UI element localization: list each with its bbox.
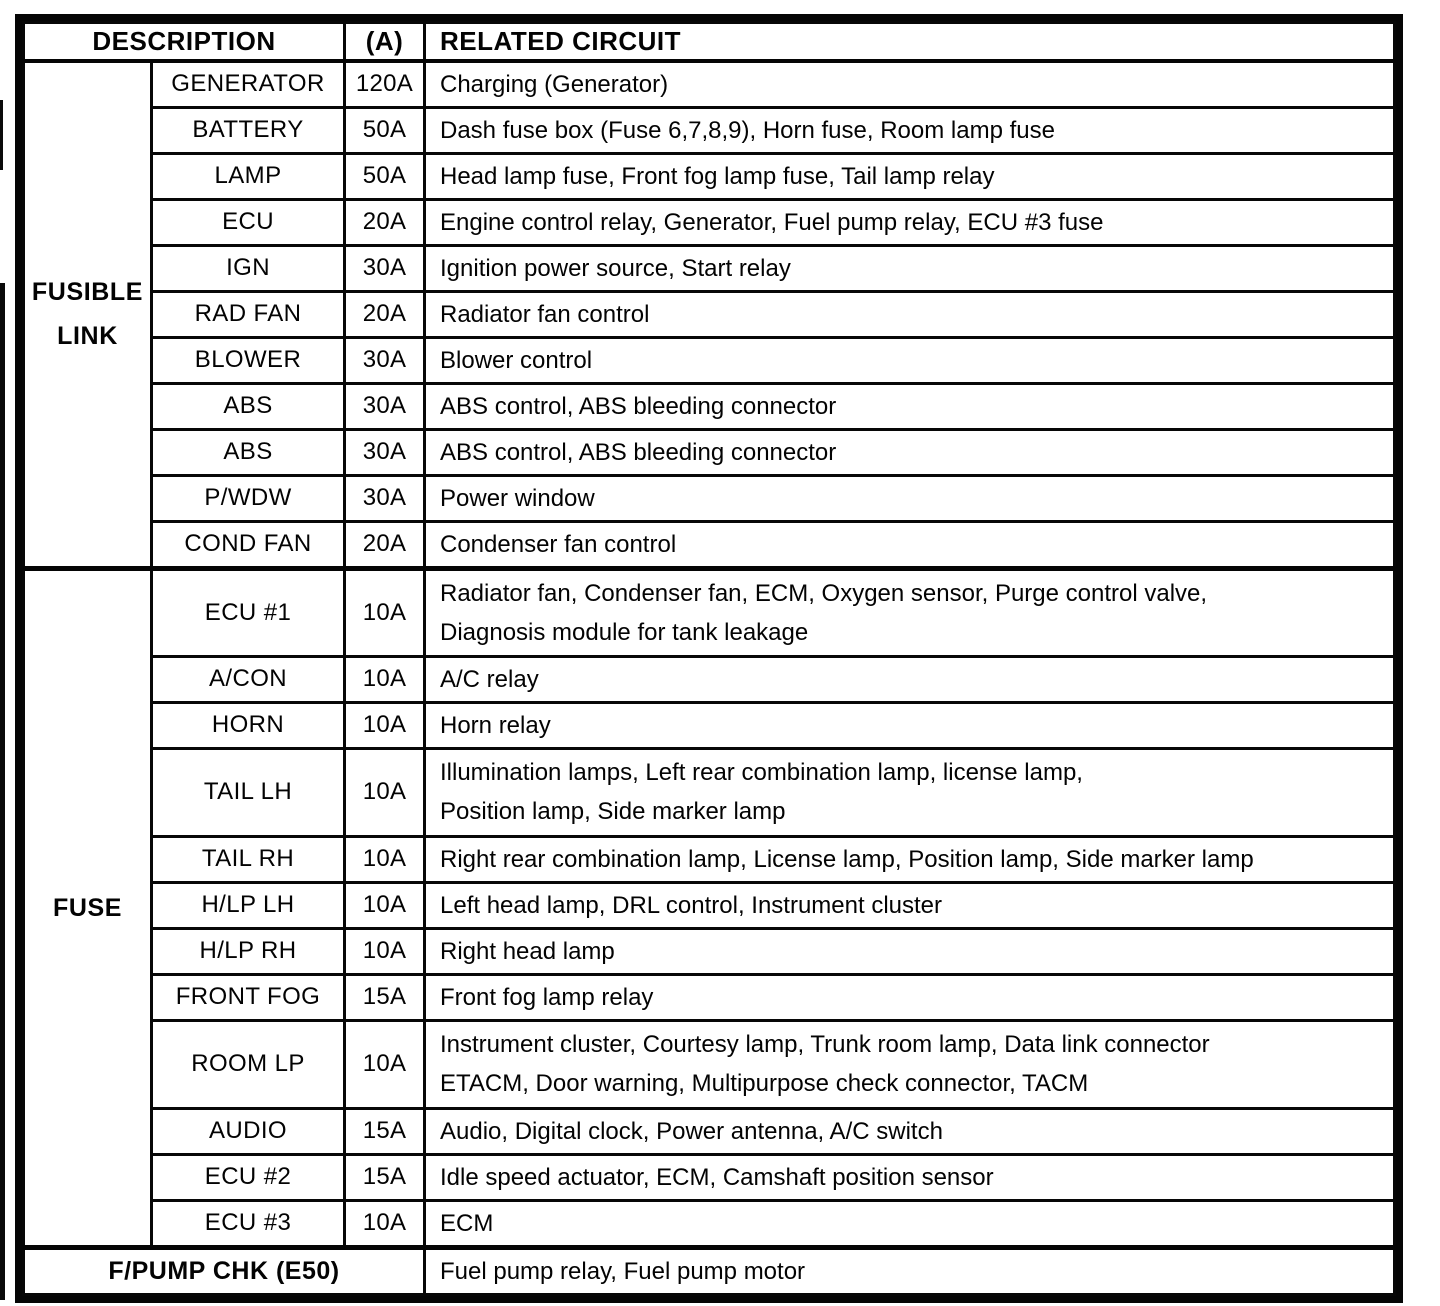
related-circuit-cell bbox=[425, 836, 1395, 882]
amperage-cell: 15A bbox=[345, 1108, 425, 1154]
amperage-cell: 50A bbox=[345, 107, 425, 153]
table-row bbox=[24, 1020, 1395, 1108]
amperage-cell: 10A bbox=[345, 882, 425, 928]
fuse-name-cell: HORN bbox=[152, 702, 345, 748]
amperage-cell: 50A bbox=[345, 153, 425, 199]
table-row bbox=[24, 383, 1395, 429]
table-row bbox=[24, 974, 1395, 1020]
amperage-cell: 10A bbox=[345, 748, 425, 836]
scan-artifact-line bbox=[0, 283, 5, 1300]
table-row bbox=[24, 521, 1395, 568]
table-row bbox=[24, 702, 1395, 748]
column-header-amperage: (A) bbox=[345, 23, 425, 61]
amperage-cell: 10A bbox=[345, 568, 425, 656]
fuse-name-cell: COND FAN bbox=[152, 521, 345, 568]
table-row bbox=[24, 199, 1395, 245]
amperage-cell: 10A bbox=[345, 1020, 425, 1108]
table-row bbox=[24, 337, 1395, 383]
amperage-cell: 20A bbox=[345, 521, 425, 568]
fuse-name-cell: AUDIO bbox=[152, 1108, 345, 1154]
table-row bbox=[24, 61, 1395, 108]
related-circuit-cell bbox=[425, 337, 1395, 383]
circuit-line: Radiator fan, Condenser fan, ECM, Oxygen sensor, Purge control valve, bbox=[440, 579, 1208, 607]
circuit-line: Diagnosis module for tank leakage bbox=[440, 618, 809, 646]
fuse-specification-table-frame bbox=[15, 14, 1403, 1303]
circuit-line: ABS control, ABS bleeding connector bbox=[440, 392, 837, 420]
related-circuit-cell bbox=[425, 656, 1395, 702]
related-circuit-cell bbox=[425, 199, 1395, 245]
section-label-line: FUSIBLE bbox=[31, 278, 144, 306]
circuit-line: ECM bbox=[440, 1209, 494, 1237]
related-circuit-cell bbox=[425, 475, 1395, 521]
circuit-line: Condenser fan control bbox=[440, 530, 677, 558]
amperage-cell: 10A bbox=[345, 702, 425, 748]
fuse-name-cell: IGN bbox=[152, 245, 345, 291]
circuit-line: Dash fuse box (Fuse 6,7,8,9), Horn fuse, Room lamp fuse bbox=[440, 116, 1055, 144]
related-circuit-cell bbox=[425, 1200, 1395, 1247]
table-row bbox=[24, 153, 1395, 199]
table-row bbox=[24, 1154, 1395, 1200]
circuit-line: Right rear combination lamp, License lamp, Position lamp, Side marker lamp bbox=[440, 845, 1254, 873]
table-row bbox=[24, 836, 1395, 882]
circuit-line: Front fog lamp relay bbox=[440, 983, 654, 1011]
fuse-name-cell: H/LP RH bbox=[152, 928, 345, 974]
fuse-name-cell: ECU bbox=[152, 199, 345, 245]
amperage-cell: 30A bbox=[345, 383, 425, 429]
fuse-name-cell: ECU #2 bbox=[152, 1154, 345, 1200]
related-circuit-cell bbox=[425, 107, 1395, 153]
related-circuit-cell bbox=[425, 928, 1395, 974]
fuse-name-cell: F/PUMP CHK (E50) bbox=[24, 1247, 425, 1294]
table-row bbox=[24, 475, 1395, 521]
table-row bbox=[24, 568, 1395, 656]
table-row bbox=[24, 107, 1395, 153]
section-label-line: LINK bbox=[57, 322, 118, 350]
amperage-cell: 10A bbox=[345, 1200, 425, 1247]
column-header-related-circuit: RELATED CIRCUIT bbox=[425, 23, 1395, 61]
amperage-cell: 20A bbox=[345, 291, 425, 337]
table-row bbox=[24, 245, 1395, 291]
fuse-name-cell: GENERATOR bbox=[152, 61, 345, 108]
section-label-fuse bbox=[24, 568, 152, 1247]
column-header-description: DESCRIPTION bbox=[24, 23, 345, 61]
fuse-name-cell: P/WDW bbox=[152, 475, 345, 521]
related-circuit-cell bbox=[425, 702, 1395, 748]
fuse-name-cell: ECU #3 bbox=[152, 1200, 345, 1247]
circuit-line: Blower control bbox=[440, 346, 593, 374]
circuit-line: Power window bbox=[440, 484, 595, 512]
related-circuit-cell bbox=[425, 521, 1395, 568]
fuse-specification-table bbox=[22, 21, 1396, 1296]
related-circuit-cell bbox=[425, 291, 1395, 337]
amperage-cell: 30A bbox=[345, 429, 425, 475]
related-circuit-cell bbox=[425, 568, 1395, 656]
fuse-name-cell: ECU #1 bbox=[152, 568, 345, 656]
related-circuit-cell bbox=[425, 153, 1395, 199]
circuit-line: Illumination lamps, Left rear combination lamp, license lamp, bbox=[440, 759, 1083, 786]
amperage-cell: 15A bbox=[345, 1154, 425, 1200]
circuit-line: Horn relay bbox=[440, 711, 551, 739]
fuse-name-cell: H/LP LH bbox=[152, 882, 345, 928]
circuit-line: Charging (Generator) bbox=[440, 70, 669, 98]
related-circuit-cell bbox=[425, 245, 1395, 291]
circuit-line: Left head lamp, DRL control, Instrument cluster bbox=[440, 891, 943, 919]
amperage-cell: 30A bbox=[345, 337, 425, 383]
circuit-line: Radiator fan control bbox=[440, 300, 650, 328]
amperage-cell: 20A bbox=[345, 199, 425, 245]
fuse-name-cell: RAD FAN bbox=[152, 291, 345, 337]
related-circuit-cell bbox=[425, 748, 1395, 836]
fuse-name-cell: ABS bbox=[152, 429, 345, 475]
related-circuit-cell bbox=[425, 882, 1395, 928]
fuse-name-cell: TAIL LH bbox=[152, 748, 345, 836]
fuse-name-cell: A/CON bbox=[152, 656, 345, 702]
circuit-line: Idle speed actuator, ECM, Camshaft position sensor bbox=[440, 1163, 994, 1191]
table-row bbox=[24, 291, 1395, 337]
amperage-cell: 120A bbox=[345, 61, 425, 108]
table-row bbox=[24, 928, 1395, 974]
fuse-name-cell: BATTERY bbox=[152, 107, 345, 153]
related-circuit-cell bbox=[425, 383, 1395, 429]
circuit-line: ABS control, ABS bleeding connector bbox=[440, 438, 837, 466]
amperage-cell: 15A bbox=[345, 974, 425, 1020]
amperage-cell: 30A bbox=[345, 475, 425, 521]
circuit-line: Ignition power source, Start relay bbox=[440, 254, 791, 282]
table-row bbox=[24, 882, 1395, 928]
table-row bbox=[24, 748, 1395, 836]
table-header-row bbox=[24, 23, 1395, 61]
table-row bbox=[24, 656, 1395, 702]
fuse-name-cell: BLOWER bbox=[152, 337, 345, 383]
circuit-line: Instrument cluster, Courtesy lamp, Trunk room lamp, Data link connector bbox=[440, 1031, 1210, 1058]
table-row bbox=[24, 1108, 1395, 1154]
related-circuit-cell bbox=[425, 61, 1395, 108]
related-circuit-cell bbox=[425, 1247, 1395, 1294]
amperage-cell: 10A bbox=[345, 656, 425, 702]
fuse-name-cell: TAIL RH bbox=[152, 836, 345, 882]
circuit-line: ETACM, Door warning, Multipurpose check connector, TACM bbox=[440, 1070, 1089, 1097]
circuit-line: Engine control relay, Generator, Fuel pump relay, ECU #3 fuse bbox=[440, 208, 1104, 236]
scan-artifact-line bbox=[0, 100, 3, 170]
amperage-cell: 30A bbox=[345, 245, 425, 291]
related-circuit-cell bbox=[425, 1108, 1395, 1154]
related-circuit-cell bbox=[425, 1154, 1395, 1200]
related-circuit-cell bbox=[425, 1020, 1395, 1108]
circuit-line: A/C relay bbox=[440, 665, 539, 693]
circuit-line: Fuel pump relay, Fuel pump motor bbox=[440, 1257, 806, 1285]
circuit-line: Head lamp fuse, Front fog lamp fuse, Tail lamp relay bbox=[440, 162, 995, 190]
circuit-line: Right head lamp bbox=[440, 937, 615, 965]
table-row bbox=[24, 1200, 1395, 1247]
circuit-line: Audio, Digital clock, Power antenna, A/C switch bbox=[440, 1117, 943, 1145]
amperage-cell: 10A bbox=[345, 928, 425, 974]
fuse-name-cell: ROOM LP bbox=[152, 1020, 345, 1108]
fuse-name-cell: ABS bbox=[152, 383, 345, 429]
section-label-fusible-link bbox=[24, 61, 152, 569]
section-label-line: FUSE bbox=[52, 893, 123, 922]
amperage-cell: 10A bbox=[345, 836, 425, 882]
table-row-fpump-chk bbox=[24, 1247, 1395, 1294]
related-circuit-cell bbox=[425, 429, 1395, 475]
fuse-name-cell: LAMP bbox=[152, 153, 345, 199]
table-row bbox=[24, 429, 1395, 475]
related-circuit-cell bbox=[425, 974, 1395, 1020]
circuit-line: Position lamp, Side marker lamp bbox=[440, 798, 786, 825]
fuse-name-cell: FRONT FOG bbox=[152, 974, 345, 1020]
